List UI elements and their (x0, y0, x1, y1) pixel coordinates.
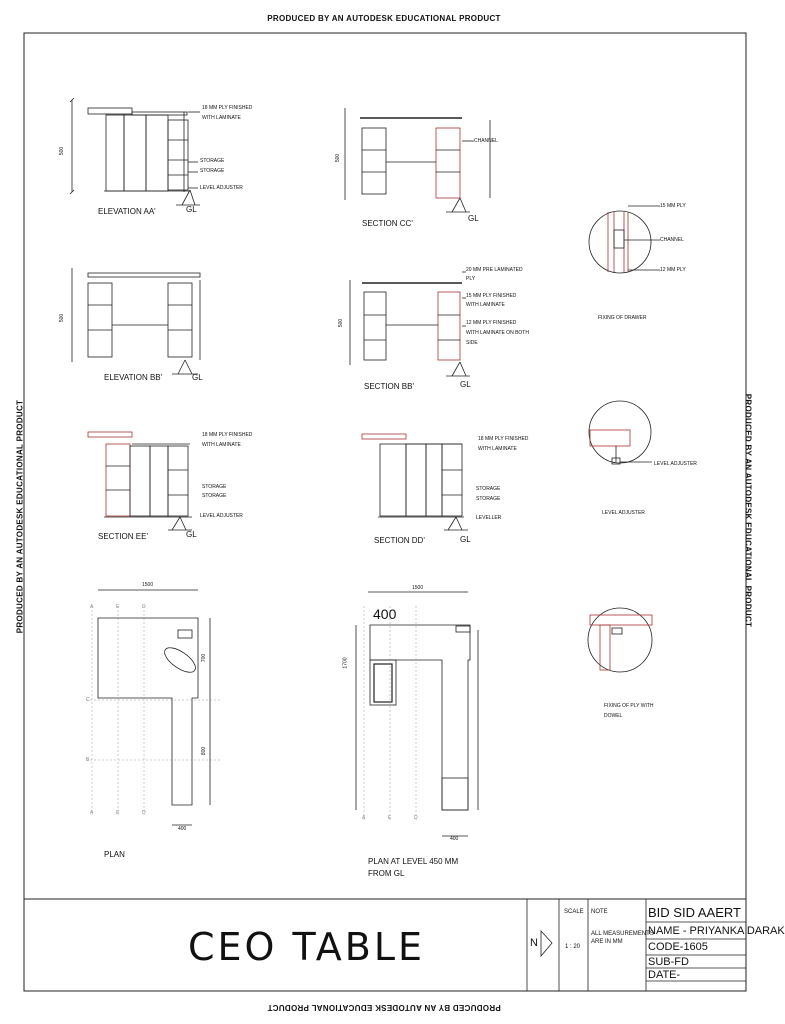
section-ee-note-3: STORAGE (202, 484, 227, 490)
elevation-bb-drawing (72, 268, 200, 374)
section-ee-note-5: LEVEL ADJUSTER (200, 513, 243, 519)
section-bb-drawing (350, 272, 470, 376)
plan-drawing (86, 590, 220, 825)
elevation-aa-note-1: 18 MM PLY FINISHED (202, 105, 253, 111)
student-code: CODE-1605 (648, 941, 708, 953)
section-dd-gl: GL (460, 535, 471, 544)
plan-450-drawing (356, 592, 478, 836)
north-label: N (530, 937, 538, 949)
section-bb-note-3: 15 MM PLY FINISHED (466, 293, 517, 299)
elevation-bb-dim: 500 (59, 313, 66, 323)
drawer-note-2: CHANNEL (660, 237, 684, 243)
elevation-bb-title: ELEVATION BB' (104, 373, 163, 382)
elevation-aa-drawing (70, 98, 200, 205)
elevation-aa-note-3: STORAGE (200, 158, 225, 164)
elevation-aa-dim: 500 (59, 146, 66, 156)
student-name: NAME - PRIYANKA DARAK (648, 925, 785, 937)
plan-450-mark: 400 (373, 606, 397, 622)
elevation-aa-title: ELEVATION AA' (98, 207, 156, 216)
drawer-detail-title: FIXING OF DRAWER (598, 315, 647, 321)
watermark-top: PRODUCED BY AN AUTODESK EDUCATIONAL PRODUCT (267, 14, 501, 23)
dowel-detail-drawing (588, 608, 652, 672)
plan-450-grid-a-bottom: A (362, 815, 366, 821)
plan-title: PLAN (104, 850, 125, 859)
watermark-right: PRODUCED BY AN AUTODESK EDUCATIONAL PRODUCT (743, 393, 753, 628)
section-cc-note-1: CHANNEL (474, 138, 498, 144)
plan-450-dim-bottom: 400 (450, 836, 459, 842)
plan-grid-d-top: D (142, 604, 146, 610)
note-text-2: ARE IN MM (591, 939, 623, 945)
section-bb-note-1: 20 MM PRE LAMINATED (466, 267, 523, 273)
section-bb-dim: 500 (338, 318, 345, 328)
elevation-bb-gl: GL (192, 373, 203, 382)
plan-grid-a-bottom: A (90, 810, 94, 816)
drawing-title: CEO TABLE (188, 925, 426, 969)
plan-grid-b-left: B (86, 757, 90, 763)
section-ee-note-1: 18 MM PLY FINISHED (202, 432, 253, 438)
section-dd-note-5: LEVELLER (476, 515, 502, 521)
section-cc-drawing (345, 108, 490, 212)
section-ee-drawing (88, 432, 192, 530)
adjuster-detail-drawing (589, 401, 652, 464)
elevation-aa-note-2: WITH LAMINATE (202, 115, 241, 121)
adjuster-detail-title: LEVEL ADJUSTER (602, 510, 645, 516)
section-bb-note-5: 12 MM PLY FINISHED (466, 320, 517, 326)
section-bb-gl: GL (460, 380, 471, 389)
plan-dim-side-1: 700 (201, 653, 208, 663)
section-cc-dim: 500 (335, 153, 342, 163)
dowel-detail-title-1: FIXING OF PLY WITH (604, 703, 654, 709)
dowel-detail-title-2: DOWEL (604, 713, 623, 719)
institute-name: BID SID AAERT (648, 905, 741, 920)
plan-450-grid-e-bottom: E (388, 815, 392, 821)
section-dd-note-4: STORAGE (476, 496, 501, 502)
note-text-1: ALL MEASUREMENTS (591, 931, 654, 937)
plan-450-dim-left: 1700 (342, 657, 349, 669)
watermark-bottom: PRODUCED BY AN AUTODESK EDUCATIONAL PRODUCT (267, 1003, 501, 1012)
note-label: NOTE (591, 909, 608, 915)
scale-label: SCALE (564, 909, 584, 915)
section-bb-title: SECTION BB' (364, 382, 414, 391)
adjuster-note-1: LEVEL ADJUSTER (654, 461, 697, 467)
plan-grid-d-bottom: D (142, 810, 146, 816)
elevation-aa-gl: GL (186, 205, 197, 214)
plan-grid-e-top: E (116, 604, 120, 610)
plan-450-dim-top: 1500 (412, 585, 424, 591)
section-cc-title: SECTION CC' (362, 219, 413, 228)
section-dd-note-3: STORAGE (476, 486, 501, 492)
scale-value: 1 : 20 (565, 944, 581, 950)
elevation-aa-note-5: LEVEL ADJUSTER (200, 185, 243, 191)
section-dd-note-1: 18 MM PLY FINISHED (478, 436, 529, 442)
section-dd-drawing (362, 434, 468, 530)
section-bb-note-6: WITH LAMINATE ON BOTH (466, 330, 529, 336)
plan-grid-a-top: A (90, 604, 94, 610)
plan-dim-bottom: 400 (178, 826, 187, 832)
drawer-note-3: 12 MM PLY (660, 267, 686, 273)
subject: SUB-FD (648, 956, 689, 968)
section-bb-note-2: PLY (466, 276, 476, 282)
section-dd-note-2: WITH LAMINATE (478, 446, 517, 452)
section-ee-note-2: WITH LAMINATE (202, 442, 241, 448)
plan-grid-c-left: C (86, 697, 90, 703)
plan-dim-side-2: 800 (201, 746, 208, 756)
section-dd-title: SECTION DD' (374, 536, 425, 545)
drawer-note-1: 15 MM PLY (660, 203, 686, 209)
watermark-left: PRODUCED BY AN AUTODESK EDUCATIONAL PRODUCT (15, 399, 25, 634)
drawer-detail-drawing (589, 206, 660, 273)
section-bb-note-4: WITH LAMINATE (466, 302, 505, 308)
plan-grid-e-bottom: E (116, 810, 120, 816)
section-cc-gl: GL (468, 214, 479, 223)
section-bb-note-7: SIDE (466, 340, 478, 346)
elevation-aa-note-4: STORAGE (200, 168, 225, 174)
section-ee-gl: GL (186, 530, 197, 539)
plan-450-title-1: PLAN AT LEVEL 450 MM (368, 857, 459, 866)
plan-dim-top: 1500 (142, 582, 154, 588)
plan-450-grid-d-bottom: D (414, 815, 418, 821)
section-ee-title: SECTION EE' (98, 532, 148, 541)
plan-450-title-2: FROM GL (368, 869, 405, 878)
date: DATE- (648, 969, 681, 981)
section-ee-note-4: STORAGE (202, 493, 227, 499)
